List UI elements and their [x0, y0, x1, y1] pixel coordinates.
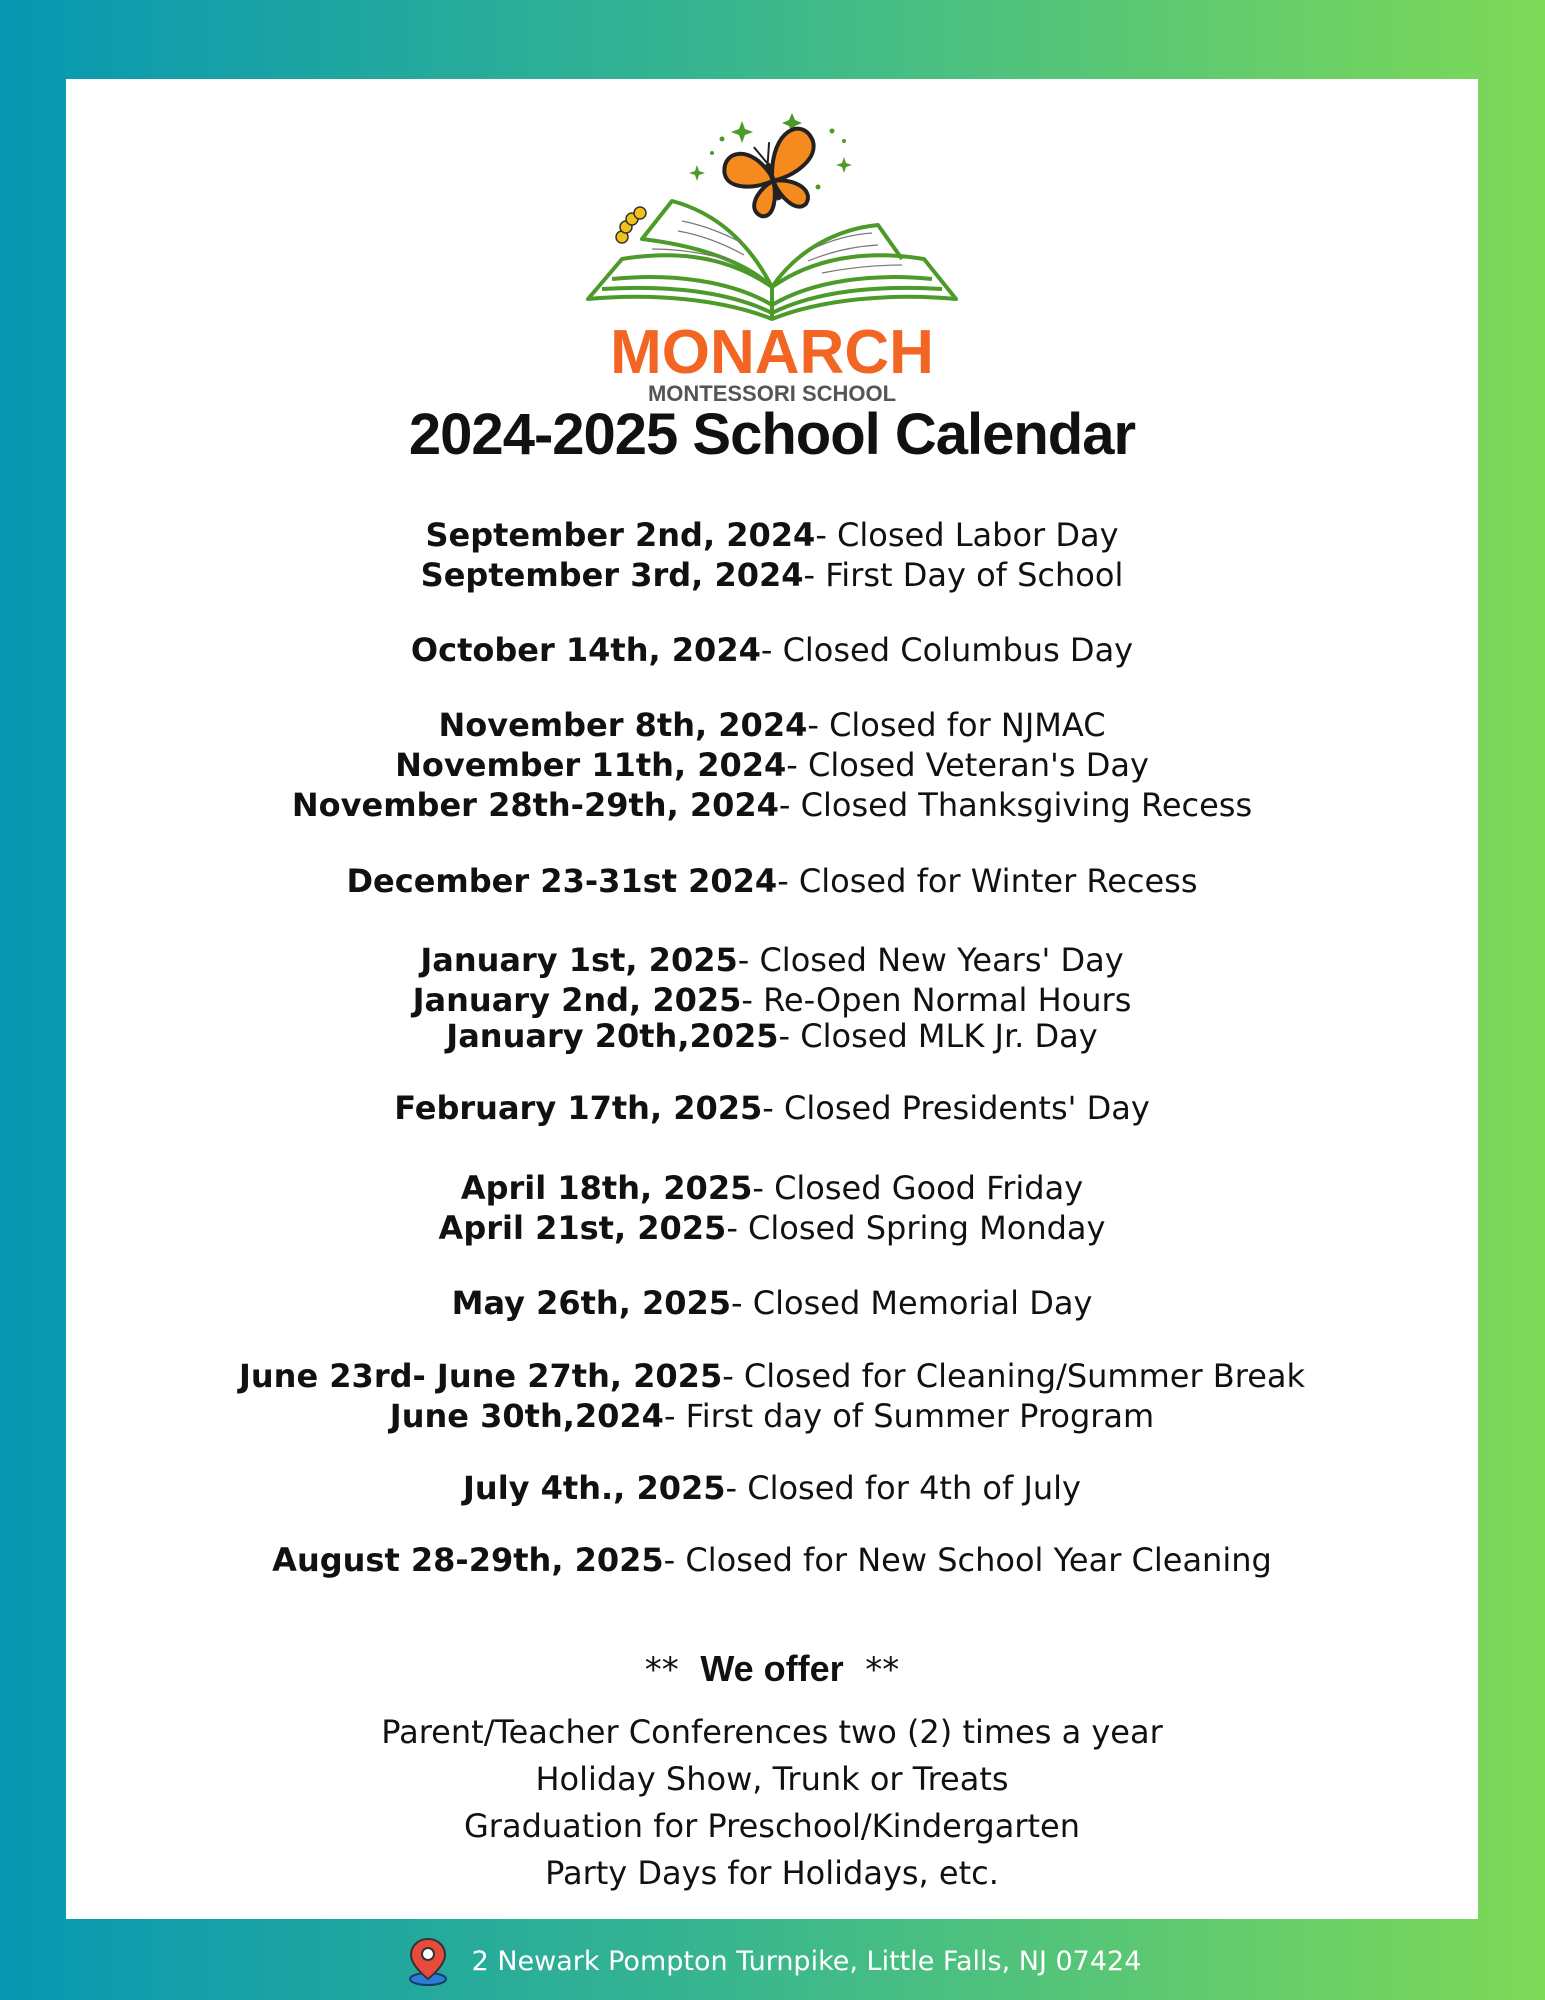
event-description: - Closed Memorial Day [731, 1284, 1093, 1322]
offer-heading [66, 1647, 1478, 1692]
event-description: - Closed Thanksgiving Recess [778, 786, 1253, 824]
event-date: November 11th, 2024 [395, 746, 787, 784]
book-butterfly-logo-icon [582, 109, 962, 409]
event-description: - Closed Veteran's Day [786, 746, 1149, 784]
event-row [66, 1540, 1478, 1580]
event-row [66, 630, 1478, 670]
event-date: June 30th,2024 [389, 1397, 664, 1435]
event-description: - Closed Labor Day [815, 516, 1119, 554]
event-row [66, 1356, 1478, 1396]
event-row [66, 705, 1478, 745]
event-row [66, 940, 1478, 980]
event-description: - Closed Presidents' Day [762, 1089, 1150, 1127]
event-row [66, 1168, 1478, 1208]
school-logo [582, 109, 962, 409]
offer-stars-left: ** [644, 1650, 679, 1690]
event-date: May 26th, 2025 [451, 1284, 732, 1322]
event-date: December 23-31st 2024 [346, 862, 778, 900]
event-row [66, 1396, 1478, 1436]
offer-list [66, 1709, 1478, 1897]
event-description: - Re-Open Normal Hours [741, 981, 1132, 1019]
offer-item: Holiday Show, Trunk or Treats [535, 1760, 1009, 1798]
event-description: - Closed Spring Monday [726, 1209, 1106, 1247]
offer-stars-right: ** [865, 1650, 900, 1690]
event-row [66, 1208, 1478, 1248]
event-date: April 18th, 2025 [460, 1169, 753, 1207]
event-description: - Closed for 4th of July [725, 1469, 1081, 1507]
event-date: January 1st, 2025 [420, 941, 738, 979]
event-date: September 2nd, 2024 [425, 516, 816, 554]
event-date: September 3rd, 2024 [420, 556, 804, 594]
event-date: April 21st, 2025 [438, 1209, 727, 1247]
event-description: - First day of Summer Program [663, 1397, 1155, 1435]
offer-heading-label: We offer [700, 1648, 844, 1689]
event-date: January 20th,2025 [446, 1017, 779, 1055]
footer-address [0, 1936, 1545, 1986]
event-row [66, 1088, 1478, 1128]
address-text: 2 Newark Pompton Turnpike, Little Falls, NJ 07424 [471, 1945, 1142, 1977]
event-row [66, 861, 1478, 901]
calendar-card [66, 79, 1478, 1919]
logo-tagline: MONTESSORI SCHOOL [647, 381, 897, 406]
offer-item: Party Days for Holidays, etc. [545, 1854, 999, 1892]
event-description: - Closed for Winter Recess [777, 862, 1198, 900]
event-description: - First Day of School [803, 556, 1124, 594]
event-description: - Closed MLK Jr. Day [778, 1017, 1098, 1055]
offer-item: Parent/Teacher Conferences two (2) times a year [381, 1713, 1163, 1751]
event-row [66, 980, 1478, 1020]
event-row [66, 1016, 1478, 1056]
event-row [66, 1468, 1478, 1508]
event-date: October 14th, 2024 [410, 631, 761, 669]
offer-item: Graduation for Preschool/Kindergarten [464, 1807, 1080, 1845]
event-date: August 28-29th, 2025 [272, 1541, 664, 1579]
event-description: - Closed for Cleaning/Summer Break [722, 1357, 1306, 1395]
event-row [66, 515, 1478, 555]
event-row [66, 1283, 1478, 1323]
page-title: 2024-2025 School Calendar [408, 402, 1136, 467]
event-date: November 28th-29th, 2024 [291, 786, 779, 824]
logo-wordmark: MONARCH [610, 318, 934, 387]
event-description: - Closed for NJMAC [807, 706, 1106, 744]
location-pin-icon [404, 1935, 452, 1987]
event-description: - Closed New Years' Day [737, 941, 1124, 979]
event-description: - Closed Columbus Day [760, 631, 1134, 669]
event-date: November 8th, 2024 [438, 706, 808, 744]
event-row [66, 555, 1478, 595]
event-date: June 23rd- June 27th, 2025 [238, 1357, 723, 1395]
event-row [66, 785, 1478, 825]
event-date: July 4th., 2025 [463, 1469, 726, 1507]
event-description: - Closed for New School Year Cleaning [663, 1541, 1272, 1579]
event-date: January 2nd, 2025 [412, 981, 742, 1019]
event-date: February 17th, 2025 [394, 1089, 763, 1127]
event-row [66, 745, 1478, 785]
event-description: - Closed Good Friday [752, 1169, 1084, 1207]
